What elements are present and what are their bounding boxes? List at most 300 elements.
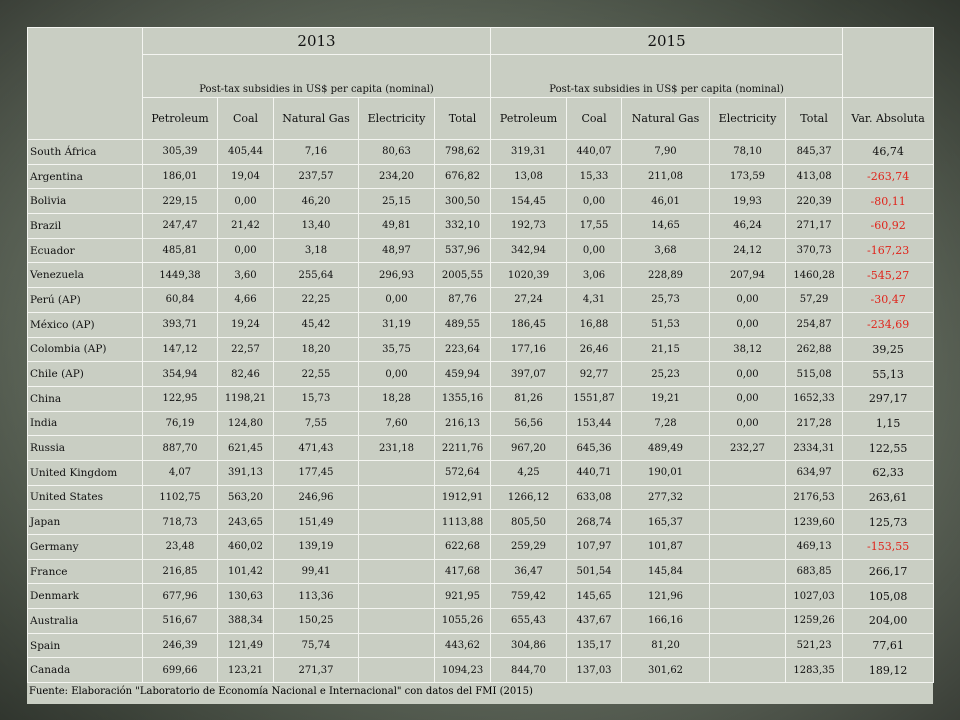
value-2015-cell: 1259,26 bbox=[786, 609, 843, 634]
value-2013-cell: 76,19 bbox=[143, 411, 218, 436]
table-row bbox=[28, 263, 934, 288]
value-2013-cell: 124,80 bbox=[218, 411, 274, 436]
value-2015-cell: 78,10 bbox=[710, 140, 786, 165]
var-corner-cell bbox=[843, 28, 934, 98]
value-2013-cell: 60,84 bbox=[143, 288, 218, 313]
country-cell: Spain bbox=[28, 633, 143, 658]
value-2015-cell: 177,16 bbox=[491, 337, 567, 362]
country-cell: Canada bbox=[28, 658, 143, 683]
value-2015-cell: 145,65 bbox=[567, 584, 622, 609]
table-row bbox=[28, 584, 934, 609]
value-2013-cell: 7,55 bbox=[274, 411, 359, 436]
value-2013-cell: 122,95 bbox=[143, 386, 218, 411]
value-2013-cell: 234,20 bbox=[359, 164, 435, 189]
value-2015-cell bbox=[710, 535, 786, 560]
value-2013-cell: 13,40 bbox=[274, 214, 359, 239]
country-cell: South África bbox=[28, 140, 143, 165]
value-2015-cell: 186,45 bbox=[491, 312, 567, 337]
var-absoluta-cell: 204,00 bbox=[843, 609, 934, 634]
value-2015-cell: 57,29 bbox=[786, 288, 843, 313]
col-header: Coal bbox=[218, 98, 274, 140]
value-2013-cell: 18,28 bbox=[359, 386, 435, 411]
value-2013-cell: 229,15 bbox=[143, 189, 218, 214]
var-absoluta-cell: 62,33 bbox=[843, 460, 934, 485]
value-2015-cell: 211,08 bbox=[622, 164, 710, 189]
value-2013-cell: 243,65 bbox=[218, 510, 274, 535]
value-2013-cell: 622,68 bbox=[435, 535, 491, 560]
value-2013-cell: 113,36 bbox=[274, 584, 359, 609]
value-2013-cell: 80,63 bbox=[359, 140, 435, 165]
value-2013-cell bbox=[359, 485, 435, 510]
value-2013-cell: 121,49 bbox=[218, 633, 274, 658]
value-2015-cell bbox=[710, 510, 786, 535]
value-2013-cell: 231,18 bbox=[359, 436, 435, 461]
value-2015-cell bbox=[710, 609, 786, 634]
value-2015-cell: 81,26 bbox=[491, 386, 567, 411]
value-2013-cell: 19,24 bbox=[218, 312, 274, 337]
col-header: Total bbox=[786, 98, 843, 140]
value-2015-cell: 4,25 bbox=[491, 460, 567, 485]
table-row bbox=[28, 140, 934, 165]
value-2015-cell: 1551,87 bbox=[567, 386, 622, 411]
value-2015-cell: 262,88 bbox=[786, 337, 843, 362]
value-2013-cell: 1912,91 bbox=[435, 485, 491, 510]
year-2015: 2015 bbox=[491, 28, 843, 55]
value-2015-cell: 633,08 bbox=[567, 485, 622, 510]
var-absoluta-cell: -263,74 bbox=[843, 164, 934, 189]
col-header: Natural Gas bbox=[274, 98, 359, 140]
value-2013-cell: 246,96 bbox=[274, 485, 359, 510]
table-row bbox=[28, 460, 934, 485]
value-2013-cell: 123,21 bbox=[218, 658, 274, 683]
value-2015-cell bbox=[710, 559, 786, 584]
value-2015-cell: 440,07 bbox=[567, 140, 622, 165]
var-absoluta-cell: 105,08 bbox=[843, 584, 934, 609]
value-2015-cell: 4,31 bbox=[567, 288, 622, 313]
var-absoluta-cell: 77,61 bbox=[843, 633, 934, 658]
value-2013-cell: 31,19 bbox=[359, 312, 435, 337]
country-cell: Perú (AP) bbox=[28, 288, 143, 313]
value-2015-cell: 437,67 bbox=[567, 609, 622, 634]
value-2015-cell: 0,00 bbox=[567, 238, 622, 263]
table-row bbox=[28, 386, 934, 411]
value-2015-cell: 137,03 bbox=[567, 658, 622, 683]
value-2015-cell: 17,55 bbox=[567, 214, 622, 239]
value-2013-cell: 1102,75 bbox=[143, 485, 218, 510]
value-2015-cell: 19,21 bbox=[622, 386, 710, 411]
value-2015-cell: 0,00 bbox=[710, 312, 786, 337]
value-2013-cell: 7,16 bbox=[274, 140, 359, 165]
value-2013-cell: 75,74 bbox=[274, 633, 359, 658]
value-2015-cell: 489,49 bbox=[622, 436, 710, 461]
value-2015-cell: 14,65 bbox=[622, 214, 710, 239]
value-2013-cell: 186,01 bbox=[143, 164, 218, 189]
value-2015-cell: 1239,60 bbox=[786, 510, 843, 535]
value-2013-cell: 0,00 bbox=[359, 362, 435, 387]
value-2013-cell: 300,50 bbox=[435, 189, 491, 214]
country-cell: Colombia (AP) bbox=[28, 337, 143, 362]
corner-cell bbox=[28, 28, 143, 140]
value-2015-cell: 805,50 bbox=[491, 510, 567, 535]
col-header: Total bbox=[435, 98, 491, 140]
value-2015-cell: 232,27 bbox=[710, 436, 786, 461]
value-2013-cell: 405,44 bbox=[218, 140, 274, 165]
table-row bbox=[28, 535, 934, 560]
value-2013-cell: 151,49 bbox=[274, 510, 359, 535]
column-header-row bbox=[28, 98, 934, 140]
value-2015-cell: 440,71 bbox=[567, 460, 622, 485]
value-2013-cell: 7,60 bbox=[359, 411, 435, 436]
value-2013-cell bbox=[359, 559, 435, 584]
value-2013-cell: 22,25 bbox=[274, 288, 359, 313]
value-2015-cell bbox=[710, 584, 786, 609]
subtitle-row bbox=[28, 55, 934, 98]
value-2015-cell: 254,87 bbox=[786, 312, 843, 337]
value-2013-cell bbox=[359, 535, 435, 560]
value-2013-cell: 147,12 bbox=[143, 337, 218, 362]
country-cell: United Kingdom bbox=[28, 460, 143, 485]
country-cell: United States bbox=[28, 485, 143, 510]
value-2013-cell: 271,37 bbox=[274, 658, 359, 683]
country-cell: Japan bbox=[28, 510, 143, 535]
value-2013-cell: 4,66 bbox=[218, 288, 274, 313]
value-2015-cell: 7,90 bbox=[622, 140, 710, 165]
value-2013-cell: 237,57 bbox=[274, 164, 359, 189]
country-cell: Argentina bbox=[28, 164, 143, 189]
value-2015-cell: 469,13 bbox=[786, 535, 843, 560]
value-2013-cell: 887,70 bbox=[143, 436, 218, 461]
country-cell: Germany bbox=[28, 535, 143, 560]
value-2015-cell: 192,73 bbox=[491, 214, 567, 239]
value-2015-cell: 2334,31 bbox=[786, 436, 843, 461]
var-absoluta-cell: -545,27 bbox=[843, 263, 934, 288]
value-2013-cell: 485,81 bbox=[143, 238, 218, 263]
col-header: Petroleum bbox=[491, 98, 567, 140]
year-2013: 2013 bbox=[143, 28, 491, 55]
value-2013-cell: 296,93 bbox=[359, 263, 435, 288]
value-2013-cell: 177,45 bbox=[274, 460, 359, 485]
table-row bbox=[28, 609, 934, 634]
value-2015-cell: 0,00 bbox=[710, 386, 786, 411]
value-2013-cell bbox=[359, 633, 435, 658]
value-2015-cell: 173,59 bbox=[710, 164, 786, 189]
var-absoluta-cell: 263,61 bbox=[843, 485, 934, 510]
value-2015-cell: 81,20 bbox=[622, 633, 710, 658]
value-2013-cell: 247,47 bbox=[143, 214, 218, 239]
var-absoluta-cell: -167,23 bbox=[843, 238, 934, 263]
value-2013-cell: 87,76 bbox=[435, 288, 491, 313]
value-2015-cell: 36,47 bbox=[491, 559, 567, 584]
value-2015-cell: 634,97 bbox=[786, 460, 843, 485]
var-absoluta-cell: 1,15 bbox=[843, 411, 934, 436]
value-2015-cell: 1283,35 bbox=[786, 658, 843, 683]
value-2015-cell: 46,01 bbox=[622, 189, 710, 214]
table-row bbox=[28, 658, 934, 683]
value-2013-cell: 305,39 bbox=[143, 140, 218, 165]
value-2015-cell bbox=[710, 633, 786, 658]
value-2013-cell: 417,68 bbox=[435, 559, 491, 584]
value-2015-cell: 38,12 bbox=[710, 337, 786, 362]
value-2013-cell: 921,95 bbox=[435, 584, 491, 609]
value-2013-cell: 46,20 bbox=[274, 189, 359, 214]
table-row bbox=[28, 337, 934, 362]
value-2013-cell bbox=[359, 460, 435, 485]
value-2015-cell: 16,88 bbox=[567, 312, 622, 337]
var-absoluta-cell: 266,17 bbox=[843, 559, 934, 584]
country-cell: Russia bbox=[28, 436, 143, 461]
value-2015-cell: 207,94 bbox=[710, 263, 786, 288]
col-header: Electricity bbox=[710, 98, 786, 140]
table-row bbox=[28, 436, 934, 461]
table-row bbox=[28, 362, 934, 387]
value-2013-cell: 393,71 bbox=[143, 312, 218, 337]
value-2015-cell: 342,94 bbox=[491, 238, 567, 263]
value-2013-cell: 23,48 bbox=[143, 535, 218, 560]
value-2013-cell: 489,55 bbox=[435, 312, 491, 337]
value-2013-cell: 4,07 bbox=[143, 460, 218, 485]
value-2015-cell: 56,56 bbox=[491, 411, 567, 436]
value-2015-cell: 51,53 bbox=[622, 312, 710, 337]
value-2013-cell: 82,46 bbox=[218, 362, 274, 387]
value-2013-cell: 443,62 bbox=[435, 633, 491, 658]
country-cell: México (AP) bbox=[28, 312, 143, 337]
value-2015-cell: 268,74 bbox=[567, 510, 622, 535]
value-2015-cell: 1460,28 bbox=[786, 263, 843, 288]
value-2015-cell: 19,93 bbox=[710, 189, 786, 214]
value-2015-cell: 21,15 bbox=[622, 337, 710, 362]
value-2015-cell: 1020,39 bbox=[491, 263, 567, 288]
subtitle-2013: Post-tax subsidies in US$ per capita (nominal) bbox=[143, 55, 491, 98]
footer-source: Fuente: Elaboración "Laboratorio de Economía Nacional e Internacional" con datos del FMI (2015) bbox=[29, 686, 533, 697]
value-2015-cell: 26,46 bbox=[567, 337, 622, 362]
value-2013-cell: 460,02 bbox=[218, 535, 274, 560]
value-2013-cell: 471,43 bbox=[274, 436, 359, 461]
value-2013-cell: 216,13 bbox=[435, 411, 491, 436]
value-2013-cell: 388,34 bbox=[218, 609, 274, 634]
value-2013-cell: 3,60 bbox=[218, 263, 274, 288]
value-2015-cell: 166,16 bbox=[622, 609, 710, 634]
country-cell: Brazil bbox=[28, 214, 143, 239]
value-2013-cell: 45,42 bbox=[274, 312, 359, 337]
var-absoluta-cell: 46,74 bbox=[843, 140, 934, 165]
value-2015-cell: 3,68 bbox=[622, 238, 710, 263]
subsidies-table bbox=[27, 27, 934, 683]
country-cell: Chile (AP) bbox=[28, 362, 143, 387]
value-2015-cell: 0,00 bbox=[710, 288, 786, 313]
value-2015-cell: 190,01 bbox=[622, 460, 710, 485]
value-2013-cell: 516,67 bbox=[143, 609, 218, 634]
value-2015-cell: 228,89 bbox=[622, 263, 710, 288]
value-2013-cell: 255,64 bbox=[274, 263, 359, 288]
table-row bbox=[28, 238, 934, 263]
value-2013-cell: 25,15 bbox=[359, 189, 435, 214]
value-2013-cell: 0,00 bbox=[359, 288, 435, 313]
var-absoluta-cell: -80,11 bbox=[843, 189, 934, 214]
value-2015-cell: 7,28 bbox=[622, 411, 710, 436]
value-2015-cell bbox=[710, 658, 786, 683]
country-cell: Bolivia bbox=[28, 189, 143, 214]
value-2013-cell: 22,57 bbox=[218, 337, 274, 362]
value-2015-cell: 521,23 bbox=[786, 633, 843, 658]
value-2015-cell: 304,86 bbox=[491, 633, 567, 658]
value-2013-cell: 18,20 bbox=[274, 337, 359, 362]
country-cell: Venezuela bbox=[28, 263, 143, 288]
value-2015-cell: 0,00 bbox=[710, 411, 786, 436]
value-2013-cell: 391,13 bbox=[218, 460, 274, 485]
value-2013-cell: 1449,38 bbox=[143, 263, 218, 288]
value-2015-cell: 46,24 bbox=[710, 214, 786, 239]
value-2013-cell bbox=[359, 510, 435, 535]
value-2015-cell: 301,62 bbox=[622, 658, 710, 683]
table-row bbox=[28, 214, 934, 239]
value-2015-cell: 845,37 bbox=[786, 140, 843, 165]
value-2015-cell: 1652,33 bbox=[786, 386, 843, 411]
value-2015-cell: 759,42 bbox=[491, 584, 567, 609]
country-cell: Australia bbox=[28, 609, 143, 634]
value-2015-cell: 271,17 bbox=[786, 214, 843, 239]
value-2015-cell: 145,84 bbox=[622, 559, 710, 584]
value-2013-cell: 130,63 bbox=[218, 584, 274, 609]
value-2013-cell: 1055,26 bbox=[435, 609, 491, 634]
value-2013-cell bbox=[359, 584, 435, 609]
value-2013-cell: 1094,23 bbox=[435, 658, 491, 683]
value-2013-cell: 621,45 bbox=[218, 436, 274, 461]
value-2013-cell: 1198,21 bbox=[218, 386, 274, 411]
value-2013-cell: 699,66 bbox=[143, 658, 218, 683]
value-2015-cell: 165,37 bbox=[622, 510, 710, 535]
value-2015-cell: 107,97 bbox=[567, 535, 622, 560]
value-2015-cell: 413,08 bbox=[786, 164, 843, 189]
table-row bbox=[28, 312, 934, 337]
country-cell: India bbox=[28, 411, 143, 436]
value-2013-cell: 677,96 bbox=[143, 584, 218, 609]
value-2015-cell: 683,85 bbox=[786, 559, 843, 584]
value-2015-cell: 27,24 bbox=[491, 288, 567, 313]
value-2013-cell: 48,97 bbox=[359, 238, 435, 263]
value-2013-cell: 0,00 bbox=[218, 189, 274, 214]
value-2015-cell: 370,73 bbox=[786, 238, 843, 263]
value-2015-cell: 655,43 bbox=[491, 609, 567, 634]
var-absoluta-cell: 297,17 bbox=[843, 386, 934, 411]
value-2015-cell: 217,28 bbox=[786, 411, 843, 436]
value-2015-cell: 259,29 bbox=[491, 535, 567, 560]
country-cell: Ecuador bbox=[28, 238, 143, 263]
value-2015-cell: 501,54 bbox=[567, 559, 622, 584]
value-2013-cell: 1113,88 bbox=[435, 510, 491, 535]
value-2015-cell: 153,44 bbox=[567, 411, 622, 436]
value-2015-cell: 25,73 bbox=[622, 288, 710, 313]
value-2013-cell: 15,73 bbox=[274, 386, 359, 411]
var-absoluta-cell: -60,92 bbox=[843, 214, 934, 239]
value-2013-cell: 49,81 bbox=[359, 214, 435, 239]
country-cell: China bbox=[28, 386, 143, 411]
var-absoluta-cell: 125,73 bbox=[843, 510, 934, 535]
value-2015-cell: 397,07 bbox=[491, 362, 567, 387]
var-absoluta-cell: 122,55 bbox=[843, 436, 934, 461]
table-row bbox=[28, 411, 934, 436]
value-2015-cell: 121,96 bbox=[622, 584, 710, 609]
value-2013-cell: 19,04 bbox=[218, 164, 274, 189]
country-cell: France bbox=[28, 559, 143, 584]
value-2013-cell: 99,41 bbox=[274, 559, 359, 584]
var-absoluta-cell: 39,25 bbox=[843, 337, 934, 362]
value-2013-cell: 0,00 bbox=[218, 238, 274, 263]
value-2013-cell: 246,39 bbox=[143, 633, 218, 658]
table-row bbox=[28, 189, 934, 214]
value-2013-cell: 139,19 bbox=[274, 535, 359, 560]
value-2015-cell: 25,23 bbox=[622, 362, 710, 387]
value-2015-cell: 220,39 bbox=[786, 189, 843, 214]
value-2013-cell: 572,64 bbox=[435, 460, 491, 485]
value-2013-cell: 2211,76 bbox=[435, 436, 491, 461]
value-2013-cell: 2005,55 bbox=[435, 263, 491, 288]
table-row bbox=[28, 633, 934, 658]
value-2015-cell: 15,33 bbox=[567, 164, 622, 189]
var-absoluta-cell: -234,69 bbox=[843, 312, 934, 337]
value-2013-cell: 223,64 bbox=[435, 337, 491, 362]
value-2015-cell: 0,00 bbox=[567, 189, 622, 214]
value-2015-cell: 277,32 bbox=[622, 485, 710, 510]
var-absoluta-cell: -30,47 bbox=[843, 288, 934, 313]
value-2015-cell: 645,36 bbox=[567, 436, 622, 461]
value-2015-cell: 135,17 bbox=[567, 633, 622, 658]
value-2015-cell: 154,45 bbox=[491, 189, 567, 214]
value-2013-cell: 216,85 bbox=[143, 559, 218, 584]
value-2015-cell: 3,06 bbox=[567, 263, 622, 288]
table-row bbox=[28, 288, 934, 313]
col-header: Electricity bbox=[359, 98, 435, 140]
value-2015-cell: 967,20 bbox=[491, 436, 567, 461]
table-row bbox=[28, 559, 934, 584]
value-2013-cell: 150,25 bbox=[274, 609, 359, 634]
value-2013-cell: 1355,16 bbox=[435, 386, 491, 411]
value-2013-cell: 563,20 bbox=[218, 485, 274, 510]
table-row bbox=[28, 485, 934, 510]
value-2013-cell: 35,75 bbox=[359, 337, 435, 362]
value-2015-cell: 1266,12 bbox=[491, 485, 567, 510]
table-panel bbox=[27, 27, 933, 704]
table-row bbox=[28, 164, 934, 189]
value-2015-cell: 1027,03 bbox=[786, 584, 843, 609]
col-header: Coal bbox=[567, 98, 622, 140]
col-header: Petroleum bbox=[143, 98, 218, 140]
value-2015-cell: 101,87 bbox=[622, 535, 710, 560]
value-2015-cell bbox=[710, 460, 786, 485]
value-2013-cell: 798,62 bbox=[435, 140, 491, 165]
value-2013-cell: 21,42 bbox=[218, 214, 274, 239]
value-2013-cell: 537,96 bbox=[435, 238, 491, 263]
value-2015-cell: 24,12 bbox=[710, 238, 786, 263]
value-2015-cell: 319,31 bbox=[491, 140, 567, 165]
col-header: Natural Gas bbox=[622, 98, 710, 140]
value-2013-cell: 676,82 bbox=[435, 164, 491, 189]
value-2013-cell bbox=[359, 658, 435, 683]
value-2015-cell: 92,77 bbox=[567, 362, 622, 387]
subtitle-2015: Post-tax subsidies in US$ per capita (nominal) bbox=[491, 55, 843, 98]
value-2013-cell bbox=[359, 609, 435, 634]
value-2013-cell: 718,73 bbox=[143, 510, 218, 535]
var-absoluta-cell: -153,55 bbox=[843, 535, 934, 560]
value-2013-cell: 101,42 bbox=[218, 559, 274, 584]
var-absoluta-cell: 189,12 bbox=[843, 658, 934, 683]
value-2013-cell: 332,10 bbox=[435, 214, 491, 239]
value-2013-cell: 22,55 bbox=[274, 362, 359, 387]
year-header-row bbox=[28, 28, 934, 55]
value-2013-cell: 3,18 bbox=[274, 238, 359, 263]
value-2013-cell: 459,94 bbox=[435, 362, 491, 387]
col-header-var: Var. Absoluta bbox=[843, 98, 934, 140]
value-2013-cell: 354,94 bbox=[143, 362, 218, 387]
